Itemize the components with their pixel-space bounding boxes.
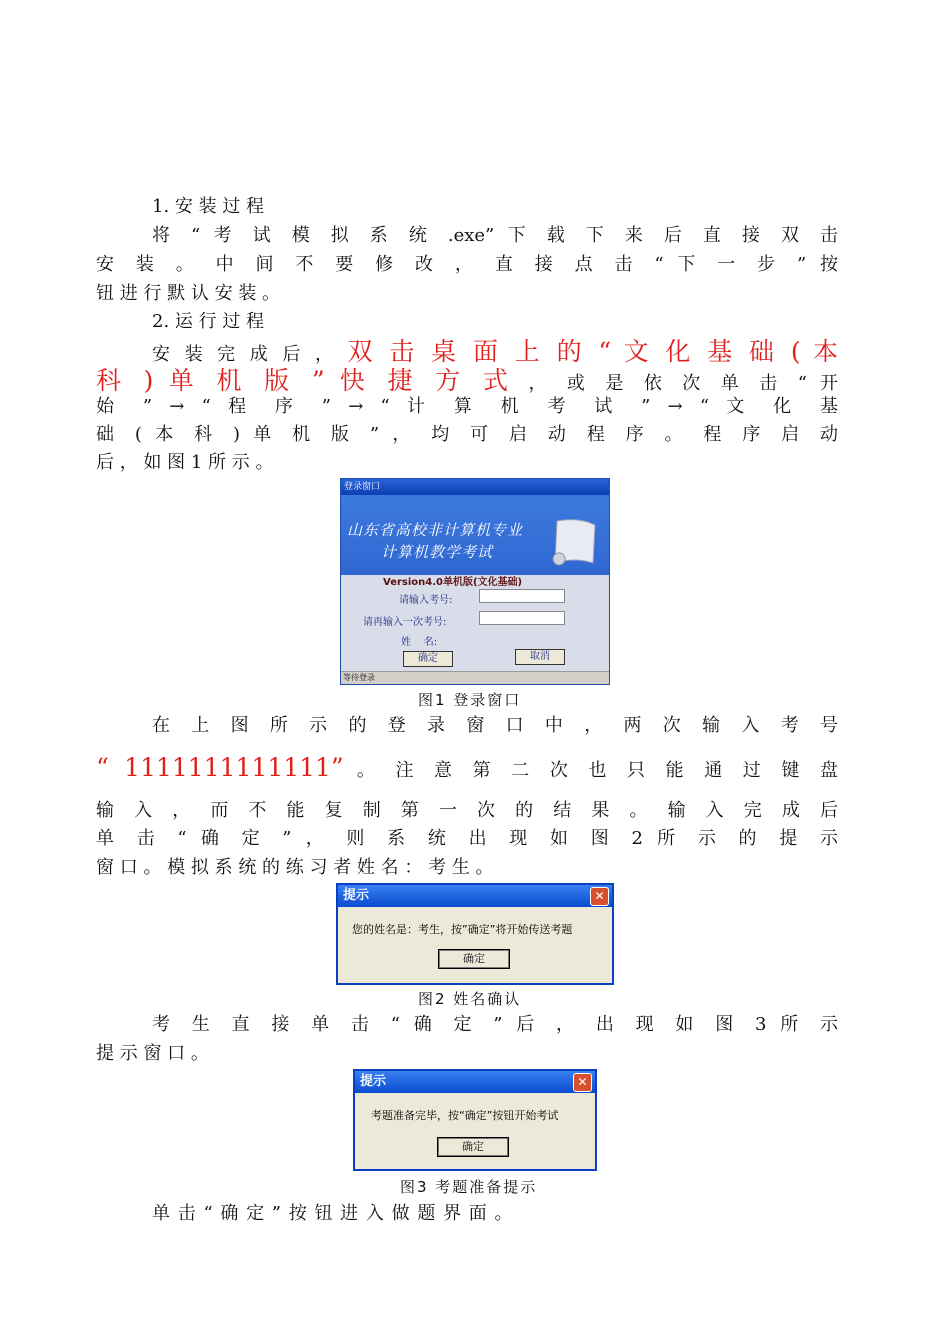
login-cancel-button[interactable]: 取消 [515,649,565,665]
dialog-titlebar [355,1071,595,1093]
exam-id-confirm-input[interactable] [479,611,565,625]
para-3-line-2-rest: 。 注 意 第 二 次 也 只 能 通 过 键 盘 [356,760,838,781]
dialog-titlebar [338,885,612,907]
para-3-line-4: 单 击 “ 确 定 ” ， 则 系 统 出 现 如 图 2 所 示 的 提 示 [96,828,838,849]
dialog-message: 您的姓名是：考生，按”确定”将开始传送考题 [352,923,573,936]
para-3-line-2 [96,752,838,787]
para-3-line-3: 输 入 ， 而 不 能 复 制 第 一 次 的 结 果 。 输 入 完 成 后 [96,800,838,821]
section-2-highlight-2: 科 ) 单 机 版 ” 快 捷 方 式 [96,366,516,395]
exam-ready-dialog [353,1069,597,1171]
login-window-titlebar: 登录窗口 [341,479,609,495]
banner-title-line-1: 山东省高校非计算机专业 [347,521,524,539]
login-window-figure [340,478,610,685]
dialog-ok-button[interactable]: 确定 [438,949,510,969]
label-exam-id: 请输入考号: [399,595,453,606]
dialog-ok-button[interactable]: 确定 [437,1137,509,1157]
label-name: 姓 名: [401,637,438,648]
exam-id-input[interactable] [479,589,565,603]
section-1-line-1: 将 “ 考 试 模 拟 系 统 .exe” 下 载 下 来 后 直 接 双 击 [152,225,838,246]
scroll-icon [549,515,601,569]
figure-1-caption: 图1 登录窗口 [418,691,522,709]
dialog-title: 提示 [360,1074,387,1089]
version-label: Version4.0单机版(文化基础) [383,577,523,588]
login-ok-button[interactable]: 确定 [403,651,453,667]
para-4-line-2: 提 示 窗 口 。 [96,1043,209,1064]
dialog-title: 提示 [343,888,370,903]
section-2-line-4: 础 ( 本 科 ) 单 机 版 ” ， 均 可 启 动 程 序 。 程 序 启 动 [96,424,838,445]
para-4-line-1: 考 生 直 接 单 击 “ 确 定 ” 后 ， 出 现 如 图 3 所 示 [152,1014,838,1035]
section-1-line-2: 安 装 。 中 间 不 要 修 改 ， 直 接 点 击 “ 下 一 步 ” 按 [96,254,838,275]
para-3-highlight-id: “ 1111111111111” [96,753,344,782]
section-2-line-3: 始 ” → “ 程 序 ” → “ 计 算 机 考 试 ” → “ 文 化 基 [96,396,838,417]
section-2-line-2-rest: ， 或 是 依 次 单 击 “ 开 [528,373,838,394]
banner-title-line-2: 计算机教学考试 [381,543,494,561]
close-icon[interactable]: ✕ [590,887,609,906]
section-2-line-1-prefix: 安 装 完 成 后 ， [152,344,338,365]
name-confirm-dialog [336,883,614,985]
para-3-line-5: 窗 口 。 模 拟 系 统 的 练 习 者 姓 名 ： 考 生 。 [96,857,494,878]
dialog-message: 考题准备完毕，按“确定”按钮开始考试 [371,1109,559,1122]
status-bar: 等待登录 [341,671,609,684]
figure-2-caption: 图2 姓名确认 [418,990,522,1008]
section-2-highlight-1: 双 击 桌 面 上 的 “ 文 化 基 础 ( 本 [347,337,838,366]
section-1-heading: 1. 安 装 过 程 [152,196,265,217]
section-2-line-5: 后 ， 如 图 1 所 示 。 [96,452,274,473]
para-5-line-1: 单 击 “ 确 定 ” 按 钮 进 入 做 题 界 面 。 [152,1203,514,1224]
close-icon[interactable]: ✕ [573,1073,592,1092]
label-exam-id-again: 请再输入一次考号: [363,617,447,628]
figure-3-caption: 图3 考题准备提示 [400,1178,538,1196]
section-1-line-3: 钮 进 行 默 认 安 装 。 [96,283,281,304]
para-3-line-1: 在 上 图 所 示 的 登 录 窗 口 中 ， 两 次 输 入 考 号 [152,715,838,736]
login-banner [341,495,609,588]
section-2-heading: 2. 运 行 过 程 [152,311,265,332]
